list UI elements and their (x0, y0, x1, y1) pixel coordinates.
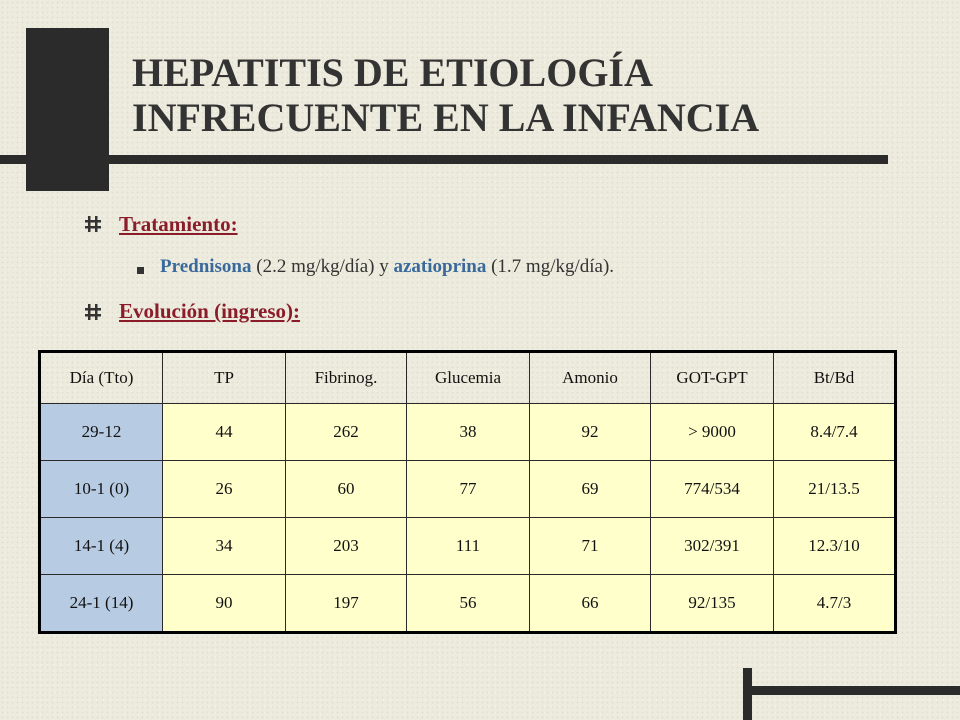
square-bullet-icon (137, 267, 144, 274)
decorative-corner-horizontal (743, 686, 960, 695)
table-cell: 197 (286, 574, 407, 632)
drug-prednisona: Prednisona (160, 256, 252, 277)
table-cell: 10-1 (0) (40, 460, 163, 517)
header-got-gpt: GOT-GPT (651, 352, 774, 404)
table-cell: 24-1 (14) (40, 574, 163, 632)
table-cell: 38 (407, 404, 530, 461)
table-header-row (40, 352, 896, 404)
title-line-1: HEPATITIS DE ETIOLOGÍA (132, 50, 653, 95)
table-cell: 26 (163, 460, 286, 517)
table-cell: 34 (163, 517, 286, 574)
table-cell: 71 (530, 517, 651, 574)
header-fibrinog: Fibrinog. (286, 352, 407, 404)
table-row (40, 460, 896, 517)
header-dia: Día (Tto) (40, 352, 163, 404)
title-line-2: INFRECUENTE EN LA INFANCIA (132, 95, 760, 140)
header-glucemia: Glucemia (407, 352, 530, 404)
table-cell: 774/534 (651, 460, 774, 517)
table-cell: 14-1 (4) (40, 517, 163, 574)
decorative-horizontal-line (0, 155, 888, 164)
treatment-description (160, 254, 614, 280)
header-amonio: Amonio (530, 352, 651, 404)
hash-bullet-icon (84, 303, 102, 321)
table-cell: 90 (163, 574, 286, 632)
table-cell: 203 (286, 517, 407, 574)
table-cell: 262 (286, 404, 407, 461)
treatment-heading: Tratamiento: (119, 212, 238, 236)
evolution-table (38, 350, 897, 634)
table-row (40, 574, 896, 632)
dose-azatioprina: (1.7 mg/kg/día). (486, 256, 615, 277)
table-cell: 302/391 (651, 517, 774, 574)
table-cell: > 9000 (651, 404, 774, 461)
evolution-heading: Evolución (ingreso): (119, 299, 301, 323)
dose-prednisona: (2.2 mg/kg/día) y (251, 256, 394, 277)
table-cell: 29-12 (40, 404, 163, 461)
page-title (132, 50, 912, 140)
table-cell: 77 (407, 460, 530, 517)
table-cell: 12.3/10 (774, 517, 896, 574)
table-cell: 60 (286, 460, 407, 517)
table-row (40, 517, 896, 574)
table-cell: 44 (163, 404, 286, 461)
header-bt-bd: Bt/Bd (774, 352, 896, 404)
table-cell: 56 (407, 574, 530, 632)
table-cell: 92 (530, 404, 651, 461)
table-cell: 111 (407, 517, 530, 574)
decorative-vertical-bar (26, 28, 109, 191)
drug-azatioprina: azatioprina (393, 256, 487, 277)
table-cell: 4.7/3 (774, 574, 896, 632)
table-cell: 66 (530, 574, 651, 632)
table-cell: 8.4/7.4 (774, 404, 896, 461)
table-cell: 92/135 (651, 574, 774, 632)
table-row (40, 404, 896, 461)
table-cell: 69 (530, 460, 651, 517)
header-tp: TP (163, 352, 286, 404)
table-cell: 21/13.5 (774, 460, 896, 517)
hash-bullet-icon (84, 215, 102, 233)
